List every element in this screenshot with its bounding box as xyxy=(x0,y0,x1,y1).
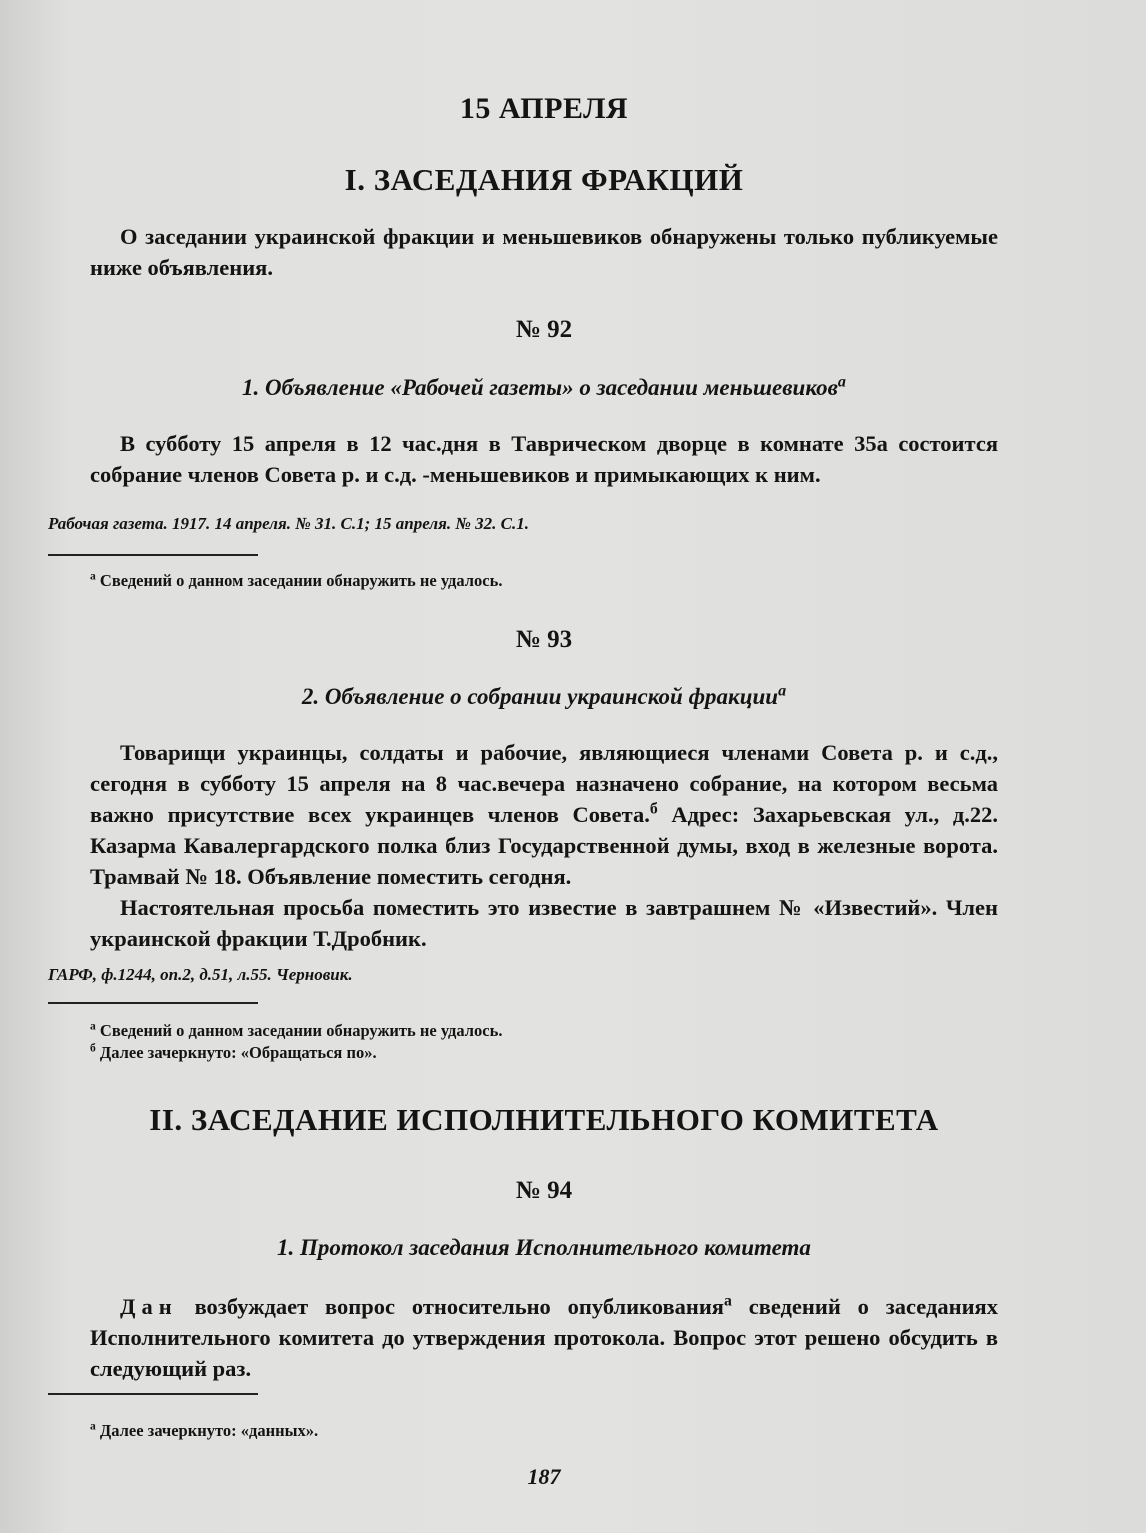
doc92-footnote xyxy=(90,570,998,592)
doc92-footnote-mark: а xyxy=(90,570,96,583)
doc93-title-text: 2. Объявление о собрании украинской фракции xyxy=(301,684,779,709)
page-number: 187 xyxy=(527,1464,561,1489)
doc92-source: Рабочая газета. 1917. 14 апреля. № 31. С.1; 15 апреля. № 32. С.1. xyxy=(48,514,530,533)
doc94-body-part2: сведений о заседаниях Исполнительного комитета до утверждения протокола. Вопрос этот решено обсудить в следующий раз. xyxy=(90,1294,998,1381)
doc92-body-text: В субботу 15 апреля в 12 час.дня в Таврическом дворце в комнате 35а состоится собрание членов Совета р. и с.д. -меньшевиков и примыкающих к ним. xyxy=(90,431,998,487)
doc93-footnote-b-mark: б xyxy=(90,1042,96,1055)
doc93-footnote-a-text: Сведений о данном заседании обнаружить не удалось. xyxy=(99,1021,503,1040)
doc93-footnotes xyxy=(90,1020,998,1064)
doc94-body xyxy=(90,1291,998,1384)
doc93-footnote-b xyxy=(90,1042,998,1064)
doc93-footnote-a xyxy=(90,1020,998,1042)
doc93-number: № 93 xyxy=(515,626,573,653)
doc93-body-mark: б xyxy=(649,800,658,818)
doc92-footnote-rule xyxy=(48,554,258,556)
doc93-footnote-rule xyxy=(48,1002,258,1004)
doc94-title: 1. Протокол заседания Исполнительного комитета xyxy=(277,1235,811,1260)
doc94-speaker: Дан xyxy=(120,1294,178,1319)
doc93-body-part2: Адрес: Захарьевская ул., д.22. Казарма Кавалергардского полка близ Государственной думы, вход в железные ворота. Трамвай № 18. Объявление поместить сегодня. xyxy=(90,802,999,889)
intro-text: О заседании украинской фракции и меньшевиков обнаружены только публикуемые ниже объявления. xyxy=(90,224,998,280)
doc94-footnote-rule xyxy=(48,1393,258,1395)
date-heading: 15 АПРЕЛЯ xyxy=(459,92,629,125)
doc94-footnote-text: Далее зачеркнуто: «данных». xyxy=(99,1421,319,1440)
doc93-body-part1: Товарищи украинцы, солдаты и рабочие, являющиеся членами Совета р. и с.д., сегодня в субботу 15 апреля на 8 час.вечера назначено собрание, на котором весьма важно присутствие всех украинцев членов Совета. xyxy=(90,740,998,827)
section2-title: II. ЗАСЕДАНИЕ ИСПОЛНИТЕЛЬНОГО КОМИТЕТА xyxy=(149,1102,939,1137)
doc94-number: № 94 xyxy=(515,1177,573,1204)
doc92-title-mark: а xyxy=(837,373,846,391)
doc92-number: № 92 xyxy=(515,316,573,343)
doc93-title-mark: а xyxy=(778,682,787,700)
doc93-title xyxy=(90,684,998,710)
doc93-footnote-b-text: Далее зачеркнуто: «Обращаться по». xyxy=(99,1043,377,1062)
doc94-body-mark: а xyxy=(723,1292,732,1310)
doc93-body-paragraph2: Настоятельная просьба поместить это известие в завтрашнем № «Известий». Член украинской фракции Т.Дробник. xyxy=(90,895,998,951)
doc94-body-text xyxy=(90,1291,998,1384)
doc92-title xyxy=(90,375,998,401)
doc93-body xyxy=(90,737,998,954)
doc92-footnote-text: Сведений о данном заседании обнаружить не удалось. xyxy=(99,571,503,590)
doc94-footnote-mark: а xyxy=(90,1420,96,1433)
doc93-source: ГАРФ, ф.1244, оп.2, д.51, л.55. Черновик. xyxy=(48,965,353,984)
doc92-body xyxy=(90,428,998,490)
section1-title: I. ЗАСЕДАНИЯ ФРАКЦИЙ xyxy=(344,162,744,197)
doc94-body-part1: возбуждает вопрос относительно опубликования xyxy=(177,1294,724,1319)
doc94-footnote xyxy=(90,1420,998,1442)
doc93-footnote-a-mark: а xyxy=(90,1020,96,1033)
intro-paragraph xyxy=(90,221,998,283)
doc93-body-paragraph1 xyxy=(90,737,998,892)
doc92-title-text: 1. Объявление «Рабочей газеты» о заседании меньшевиков xyxy=(242,375,838,400)
